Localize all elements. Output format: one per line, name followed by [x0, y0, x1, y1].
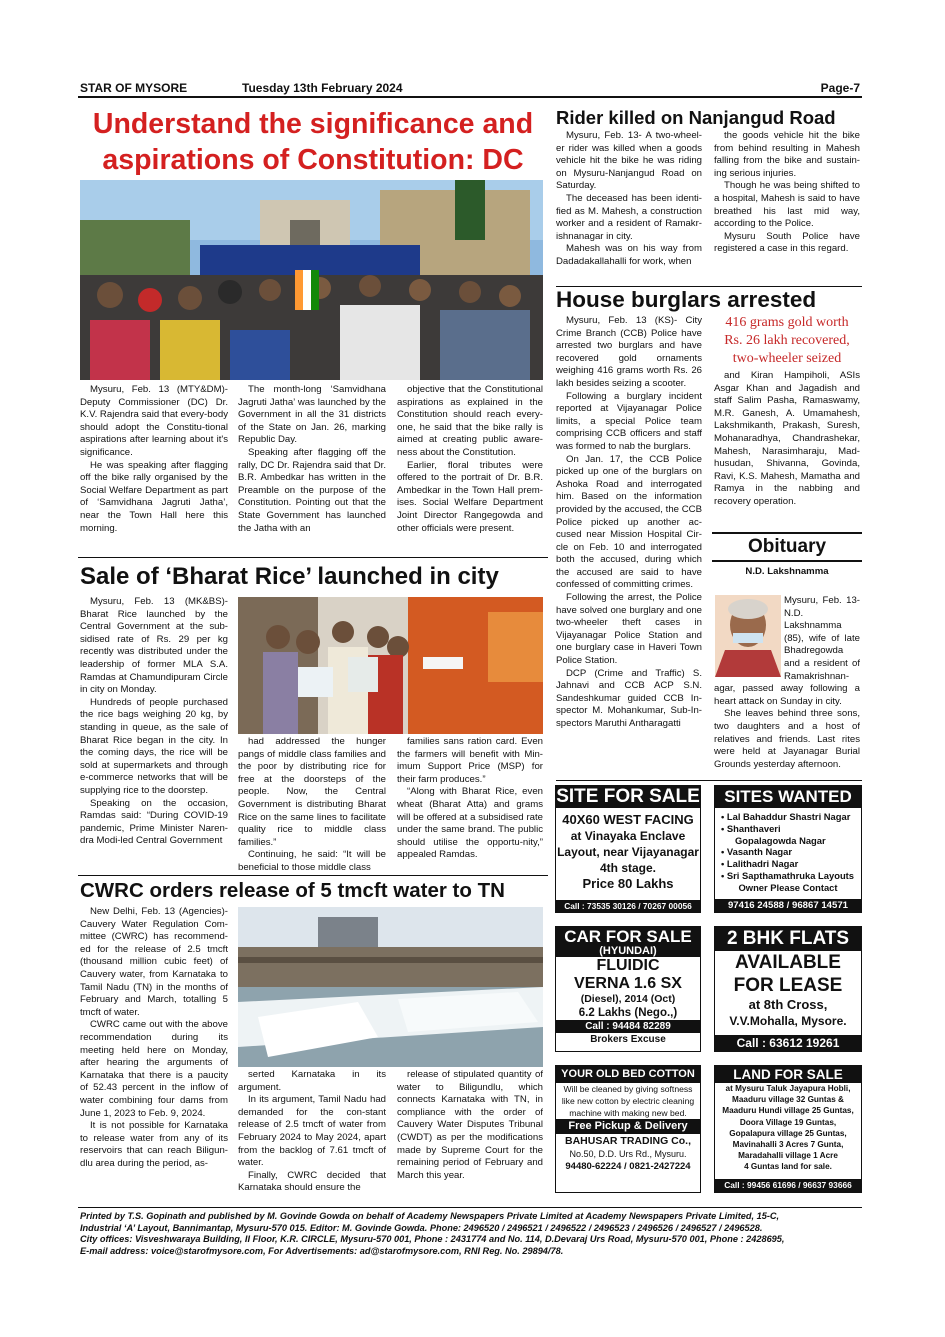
ad-car-for-sale: CAR FOR SALE (HYUNDAI) FLUIDIC VERNA 1.6 SX (Diesel), 2014 (Oct) 6.2 Lakhs (Nego.,) Call : 94484 82289 Brokers Excuse [555, 926, 701, 1052]
headline-rider-killed: Rider killed on Nanjangud Road [556, 107, 836, 128]
burglars-col-1: Mysuru, Feb. 13 (KS)- City Crime Branch (CCB) Police have arrested two burglars and have recovered gold ornaments weighing 416 grams worth Rs. 26 lakh besides seizing a scooter. Following a burglary incident reported at Vijayanagar Police limits, a special Police team comprising CCB officers and staff was formed to nab the burglars. On Jan. 17, the CCB Police picked up one of the burglars on Ashoka Road and interrogated him. Based on the information provided by the accused, the CCB Police picked up another ac-cused near Mission Hospital Cir-cle on Feb. 10 and interrogated both the accused, during which the accused are said to have confessed of committing crimes. Following the arrest, the Police have solved one burglary and one two-wheeler theft cases in Vijayanagar Police Station and one burglary case in Haveri Town Police Station. DCP (Crime and Traffic) S. Jahnavi and CCB ACP S.N. Sandeshkumar guided CCB In-spector M. Mohankumar, Sub-In-spectors Maruthi Antharagatti [556, 315, 702, 729]
headline-constitution-line1: Understand the significance and [92, 108, 534, 140]
masthead-paper-name: STAR OF MYSORE [80, 81, 188, 95]
bike-rally-photo [80, 180, 543, 380]
burglars-deck: 416 grams gold worth Rs. 26 lakh recovered, two-wheeler seized [724, 315, 850, 366]
obituary-rule-top [712, 532, 862, 534]
constitution-col-1: Mysuru, Feb. 13 (MTY&DM)- Deputy Commissioner (DC) Dr. K.V. Rajendra said that every-body should adopt the Constitu-tional aspirations after learning about it's significance. He was speaking after flagging off the bike rally organised by the Social Welfare Department as part of ‘Samvidhana Jagruti Jatha’, near the Town Hall here this morning. [80, 384, 228, 534]
headline-bharat-rice: Sale of ‘Bharat Rice’ launched in city [80, 563, 499, 590]
section-rule [556, 780, 862, 781]
headline-constitution-line2: aspirations of Constitution: DC [102, 144, 524, 176]
rider-col-1: Mysuru, Feb. 13- A two-wheel-er rider was killed when a goods vehicle hit the bike he was riding on Mysuru-Nanjangud Road on Saturday. The deceased has been identi-fied as M. Mahesh, a construction worker and a resident of Ramakr-ishnanagar in city. Mahesh was on his way from Dadadakallahalli for work, when [556, 130, 702, 267]
page-number: Page-7 [820, 81, 860, 95]
obituary-rule-bottom [712, 560, 862, 562]
ad-land-for-sale: LAND FOR SALE at Mysuru Taluk Jayapura Hobli, Maaduru village 32 Guntas & Maaduru Hundi village 25 Guntas, Doora Village 19 Guntas, Gopalapura village 25 Guntas, Mavinahalli 3 Acres 7 Gunta, Maradahalli village 1 Acre 4 Guntas land for sale. Call : 99456 61696 / 96637 93666 [714, 1065, 862, 1193]
obituary-name: N.D. Lakshnamma [745, 566, 829, 577]
header-rule [78, 96, 862, 98]
ad-sites-wanted: SITES WANTED • Lal Bahaddur Shastri Nagar • Shanthaveri Gopalagowda Nagar • Vasanth Nagar • Lalithadri Nagar • Sri Sapthamathruka Layouts Owner Please Contact 97416 24588 / 96867 14571 [714, 785, 862, 913]
rice-col-2: had addressed the hunger pangs of middle class families and the poor by distributing rice for free at the doorsteps of the people. Now, the Central Government is distributing Bharat Rice on the same lines to facilitate quality rice to middle class families.” Continuing, he said: “It will be beneficial to those middle class [238, 736, 386, 872]
obituary-text: Mysuru, Feb. 13- N.D. Lakshnamma (85), wife of late Bhadregowda and a resident of Ramakrishnan-agar, passed away following a heart attack on Sunday in city. She leaves behind three sons, two daughters and a host of relatives and friends. Last rites were held at Jayanagar Burial Grounds yesterday afternoon. [714, 595, 860, 770]
headline-burglars-arrested: House burglars arrested [556, 287, 817, 312]
rice-col-3: families sans ration card. Even the farmers will benefit with Min-imum Support Price (MSP) for their farm produces.” “Along with Bharat Rice, even wheat (Bharat Atta) and grams will be offered at a subsidised rate under the same brand. The public should utilise the opportu-nity,” appealed Ramdas. [397, 736, 543, 861]
imprint-footer: Printed by T.S. Gopinath and published by M. Govinde Gowda on behalf of Academy Newspapers Private Limited at Academy Newspapers Private Limited, 15-C, Industrial ‘A’ Layout, Bannimantap, Mysuru-570 015. Editor: M. Govinde Gowda. Phone: 2496520 / 2496521 / 2496522 / 2496523 / 2496526 / 2496527 / 2496528. City offices: Visveshwaraya Building, II Floor, K.R. CIRCLE, Mysuru-570 001, Phone : 2431774 and No. 114, D.Devaraj Urs Road, Mysuru-570 001, Phone : 2428695, E-mail address: voice@starofmysore.com, For Advertisements: ad@starofmysore.com, RNI Reg. No. 29894/78. [80, 1211, 785, 1256]
masthead-date: Tuesday 13th February 2024 [242, 81, 403, 95]
section-rule [78, 875, 548, 876]
headline-cwrc: CWRC orders release of 5 tmcft water to TN [80, 879, 505, 902]
rider-col-2: the goods vehicle hit the bike from behind resulting in Mahesh falling from the bike and sustain-ing serious injuries. Though he was being shifted to a hospital, Mahesh is said to have breathed his last mid way, according to the Police. Mysuru South Police have registered a case in this regard. [714, 130, 860, 255]
ad-site-for-sale: SITE FOR SALE 40X60 WEST FACING at Vinayaka Enclave Layout, near Vijayanagar 4th stage. Price 80 Lakhs Call : 73535 30126 / 70267 00056 [556, 786, 700, 911]
cwrc-col-3: release of stipulated quantity of water to Biligundlu, which connects Karnataka with TN, in compliance with the order of Cauvery Water Disputes Tribunal (CWDT) as per the modifications made by Supreme Court for the remaining period of February and March this year. [397, 1069, 543, 1181]
obituary-heading: Obituary [747, 536, 827, 557]
dam-water-release-photo [238, 907, 543, 1067]
bharat-rice-photo [238, 597, 543, 734]
footer-rule [78, 1207, 862, 1208]
cwrc-col-1: New Delhi, Feb. 13 (Agencies)- Cauvery Water Regulation Com-mittee (CWRC) has recommend-ed for the release of 2.5 tmcft (thousand million cubic feet) of Cauvery water, from Karnataka to Tamil Nadu (TN) in the months of February and March, totalling 5 tmcft of water. CWRC came out with the above recommendation during its meeting held here on Monday, after hearing the arguments of Karnataka that there is a paucity of 52.43 percent in the inflow of water combining four dams from June 1, 2023 to Feb. 9, 2024. It is not possible for Karnataka to release water from any of its reservoirs that can reach Biligun-dlu area during the period, as- [80, 906, 228, 1169]
constitution-col-2: The month-long ‘Samvidhana Jagruti Jatha’ was launched by the Government in all the 31 districts of the State on Jan. 26, marking Republic Day. Speaking after flagging off the rally, DC Dr. Rajendra said that Dr. B.R. Ambedkar has written in the Preamble on the purpose of the Constitution. Pointing out that the State Government has launched the Jatha with an [238, 384, 386, 534]
burglars-col-2: and Kiran Hampiholi, ASIs Asgar Khan and Jagadish and staff Salim Pasha, Ramaswamy, M.R. Ganesh, A. Umamahesh, Lakshmikanth, Prakash, Suresh, Mohanaradhya, Chandrashekar, Mahesh, Narasimharaju, Mad-husudan, Shivanna, Govinda, Ravi, K.S. Mahesh, Mamatha and Ramya in the nabbing and recovery operation. [714, 370, 860, 507]
rice-col-1: Mysuru, Feb. 13 (MK&BS)- Bharat Rice launched by the Central Government at the sub-sidised rate of Rs. 29 per kg recently was distributed under the leadership of former MLA S.A. Ramdas at Chamundipuram Circle in city on Monday. Hundreds of people purchased the rice bags weighing 20 kg, by standing in queue, as the sale of Bharat Rice began in the city. In the coming days, the rice will be sold at supermarkets and through e-commerce networks that will be supplying rice to the doorstep. Speaking on the occasion, Ramdas said: “During COVID-19 pandemic, Prime Minister Naren-dra Modi-led Central Government [80, 596, 228, 847]
ad-bed-cotton: YOUR OLD BED COTTON Will be cleaned by giving softness like new cotton by electric cleaning machine with making new bed. Free Pickup & Delivery BAHUSAR TRADING Co., No.50, D.D. Urs Rd., Mysuru. 94480-62224 / 0821-2427224 [555, 1065, 701, 1193]
constitution-col-3: objective that the Constitutional aspirations as explained in the Constitution should reach every-one, he said that the bike rally is aimed at creating public aware-ness about the Constitution. Earlier, floral tributes were offered to the portrait of Dr. B.R. Ambedkar in the Town Hall prem-ises. Social Welfare Department Joint Director Rangegowda and other officials were present. [397, 384, 543, 534]
cwrc-col-2: serted Karnataka in its argument. In its argument, Tamil Nadu had demanded for the con-stant release of 2.5 tmcft of water from February 2024 to May 2024, apart from the backlog of 7.61 tmcft of water. Finally, CWRC decided that Karnataka should ensure the [238, 1069, 386, 1194]
ad-2bhk-flats: 2 BHK FLATS AVAILABLE FOR LEASE at 8th Cross, V.V.Mohalla, Mysore. Call : 63612 19261 [714, 926, 862, 1052]
section-rule [78, 557, 548, 558]
